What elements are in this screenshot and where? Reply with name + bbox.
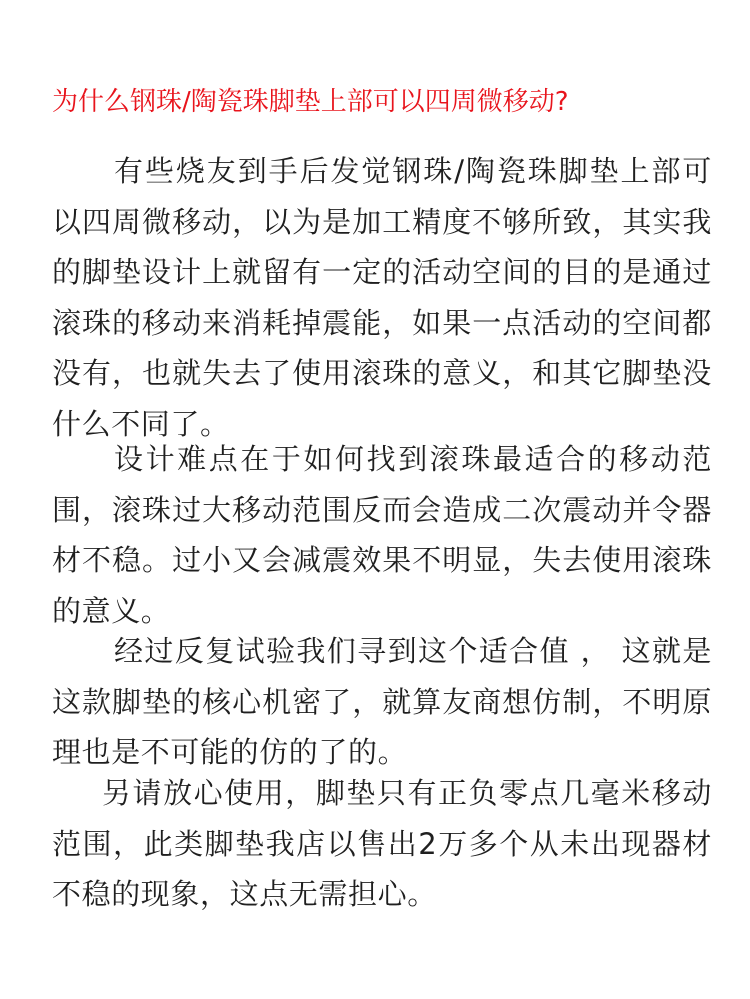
paragraph-3: 经过反复试验我们寻到这个适合值 ， 这就是这款脚垫的核心机密了，就算友商想仿制，不明原理也是不可能的仿的了的。 — [52, 634, 712, 769]
paragraph-1: 有些烧友到手后发觉钢珠/陶瓷珠脚垫上部可以四周微移动，以为是加工精度不够所致，其实我的脚垫设计上就留有一定的活动空间的目的是通过滚珠的移动来消耗掉震能，如果一点活动的空间都没有，也就失去了使用滚珠的意义，和其它脚垫没什么不同了。 — [52, 154, 712, 441]
document-title: 为什么钢珠/陶瓷珠脚垫上部可以四周微移动? — [52, 87, 569, 117]
paragraph-4: 另请放心使用，脚垫只有正负零点几毫米移动范围，此类脚垫我店以售出2万多个从未出现器材不稳的现象，这点无需担心。 — [52, 776, 712, 911]
paragraph-2: 设计难点在于如何找到滚珠最适合的移动范围，滚珠过大移动范围反而会造成二次震动并令器材不稳。过小又会减震效果不明显，失去使用滚珠的意义。 — [52, 442, 712, 628]
